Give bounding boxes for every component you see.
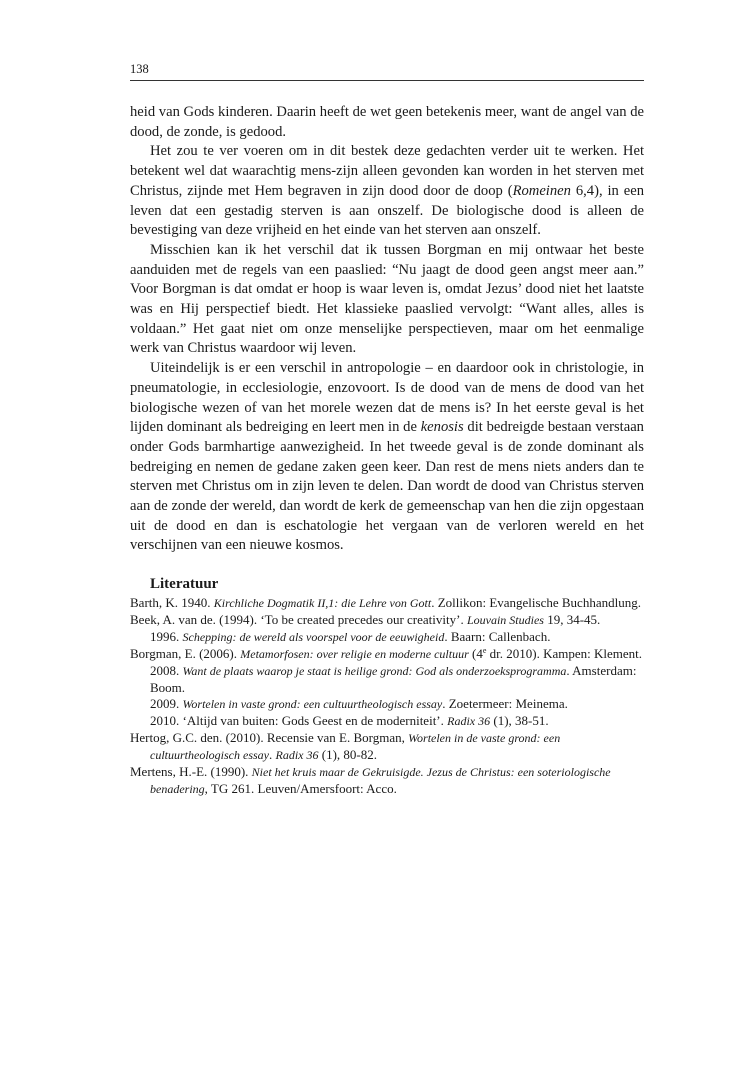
text-run: Borgman, E. (2006). [130, 645, 241, 661]
italic-text: Romeinen [512, 182, 571, 199]
reference-entry [130, 730, 644, 764]
italic-text: Radix 36 [447, 714, 491, 729]
text-run: . [268, 747, 276, 763]
text-run: Beek, A. van de. (1994). ‘To be created precedes our creativity’. [130, 611, 467, 627]
body-text [130, 103, 644, 556]
superscript: e [482, 645, 487, 655]
text-run: Het zou te ver voeren om in dit bestek deze gedachten verder uit te werken. Het betekent wel dat waarachtig mens-zijn alleen gevonden kan worden in het sterven met Christus, zijnde met Hem begraven in zijn dood door de doop ( [130, 143, 644, 199]
reference-entry [130, 646, 644, 663]
text-run: (1), 80-82. [318, 747, 377, 763]
italic-text: Wortelen in vaste grond: een cultuurtheologisch essay [182, 697, 443, 712]
text-run: (1), 38-51. [490, 713, 549, 729]
reference-entry [130, 696, 644, 713]
reference-list [130, 595, 644, 798]
text-run: Misschien kan ik het verschil dat ik tussen Borgman en mij ontwaar het beste aanduiden met de regels van een paaslied: “Nu jaagt de dood geen angst meer aan.” Voor Borgman is dat omdat er hoop is waar leven is, omdat Jezus’ dood niet het laatste was en Hij perspectief biedt. Het klassieke paaslied vervolgt: “Want alles, alles is voldaan.” Het gaat niet om onze menselijke perspectieven, maar om het eenmalige werk van Christus waardoor wij leven. [130, 241, 644, 357]
italic-text: Radix 36 [275, 748, 319, 763]
text-run: 2010. ‘Altijd van buiten: Gods Geest en de moderniteit’. [150, 713, 448, 729]
text-run: heid van Gods kinderen. Daarin heeft de wet geen betekenis meer, want de angel van de dood, de zonde, is gedood. [130, 104, 644, 140]
text-run: dit bedreigde bestaan verstaan onder Gods barmhartige aanwezigheid. In het tweede geval is de zonde dominant als bedreiging en nemen de gedane zaken geen keer. Dan rest de mens niets anders dan te sterven met Christus om in zijn leven te delen. Dan wordt de dood van Christus sterven aan de zonde der wereld, dan wordt de kerk de gemeenschap van hen die zijn opgestaan uit de dood en dan is eschatologie het vergaan van de verloren wereld en het verschijnen van een nieuwe kosmos. [130, 419, 644, 554]
literature-heading: Literatuur [150, 576, 219, 592]
italic-text: Metamorfosen: over religie en moderne cultuur [240, 646, 469, 661]
reference-entry [130, 764, 644, 798]
page-number: 138 [130, 62, 149, 76]
reference-entry [130, 713, 644, 730]
text-run: 19, 34-45. [543, 611, 601, 627]
text-run: . Amsterdam: Boom. [150, 662, 637, 695]
italic-text: Wortelen in de vaste grond: een cultuurtheologisch essay [150, 731, 561, 763]
text-run: 2009. [150, 696, 183, 712]
text-run: , TG 261. Leuven/Amersfoort: Acco. [204, 780, 397, 796]
header-rule [130, 80, 644, 81]
reference-entry [130, 629, 644, 646]
reference-entry [130, 663, 644, 697]
text-run: . Baarn: Callenbach. [444, 628, 551, 644]
italic-text: kenosis [420, 419, 464, 436]
text-run: Hertog, G.C. den. (2010). Recensie van E. Borgman, [130, 730, 409, 746]
italic-text: Schepping: de wereld als voorspel voor de eeuwigheid [182, 629, 445, 644]
text-run: 6,4), in een leven dat een gestadig sterven is aan onszelf. De biologische dood is alleen de bevestiging van deze vrijheid en het einde van het sterven aan onszelf. [130, 182, 644, 239]
reference-entry [130, 612, 644, 629]
italic-text: Want de plaats waarop je staat is heilige grond: God als onderzoeksprogramma [182, 663, 567, 678]
italic-text: Niet het kruis maar de Gekruisigde. Jezus de Christus: een soteriologische benadering [150, 765, 611, 796]
reference-entry [130, 595, 644, 612]
text-run: 2008. [150, 662, 183, 678]
paragraph [130, 359, 644, 556]
text-run: dr. 2010). Kampen: Klement. [486, 645, 643, 661]
text-run: (4 [468, 645, 483, 661]
text-run: Barth, K. 1940. [130, 595, 214, 610]
text-run: . Zollikon: Evangelische Buchhandlung. [431, 595, 641, 610]
text-run: . Zoetermeer: Meinema. [442, 696, 568, 712]
italic-text: Louvain Studies [466, 612, 544, 627]
text-run: Uiteindelijk is er een verschil in antropologie – en daardoor ook in christologie, in pneumatologie, in ecclesiologie, enzovoort. Is de dood van de mens de dood van het biologische wezen of van het morele wezen dat de mens is? In het eerste geval is het lijden dominant als bedreiging en leert men in de [130, 360, 644, 436]
italic-text: Kirchliche Dogmatik II,1: die Lehre von Gott [213, 596, 432, 610]
paragraph [130, 142, 644, 241]
text-run: Mertens, H.-E. (1990). [130, 764, 252, 780]
paragraph [130, 241, 644, 359]
paragraph [130, 103, 644, 142]
text-run: 1996. [150, 628, 183, 644]
